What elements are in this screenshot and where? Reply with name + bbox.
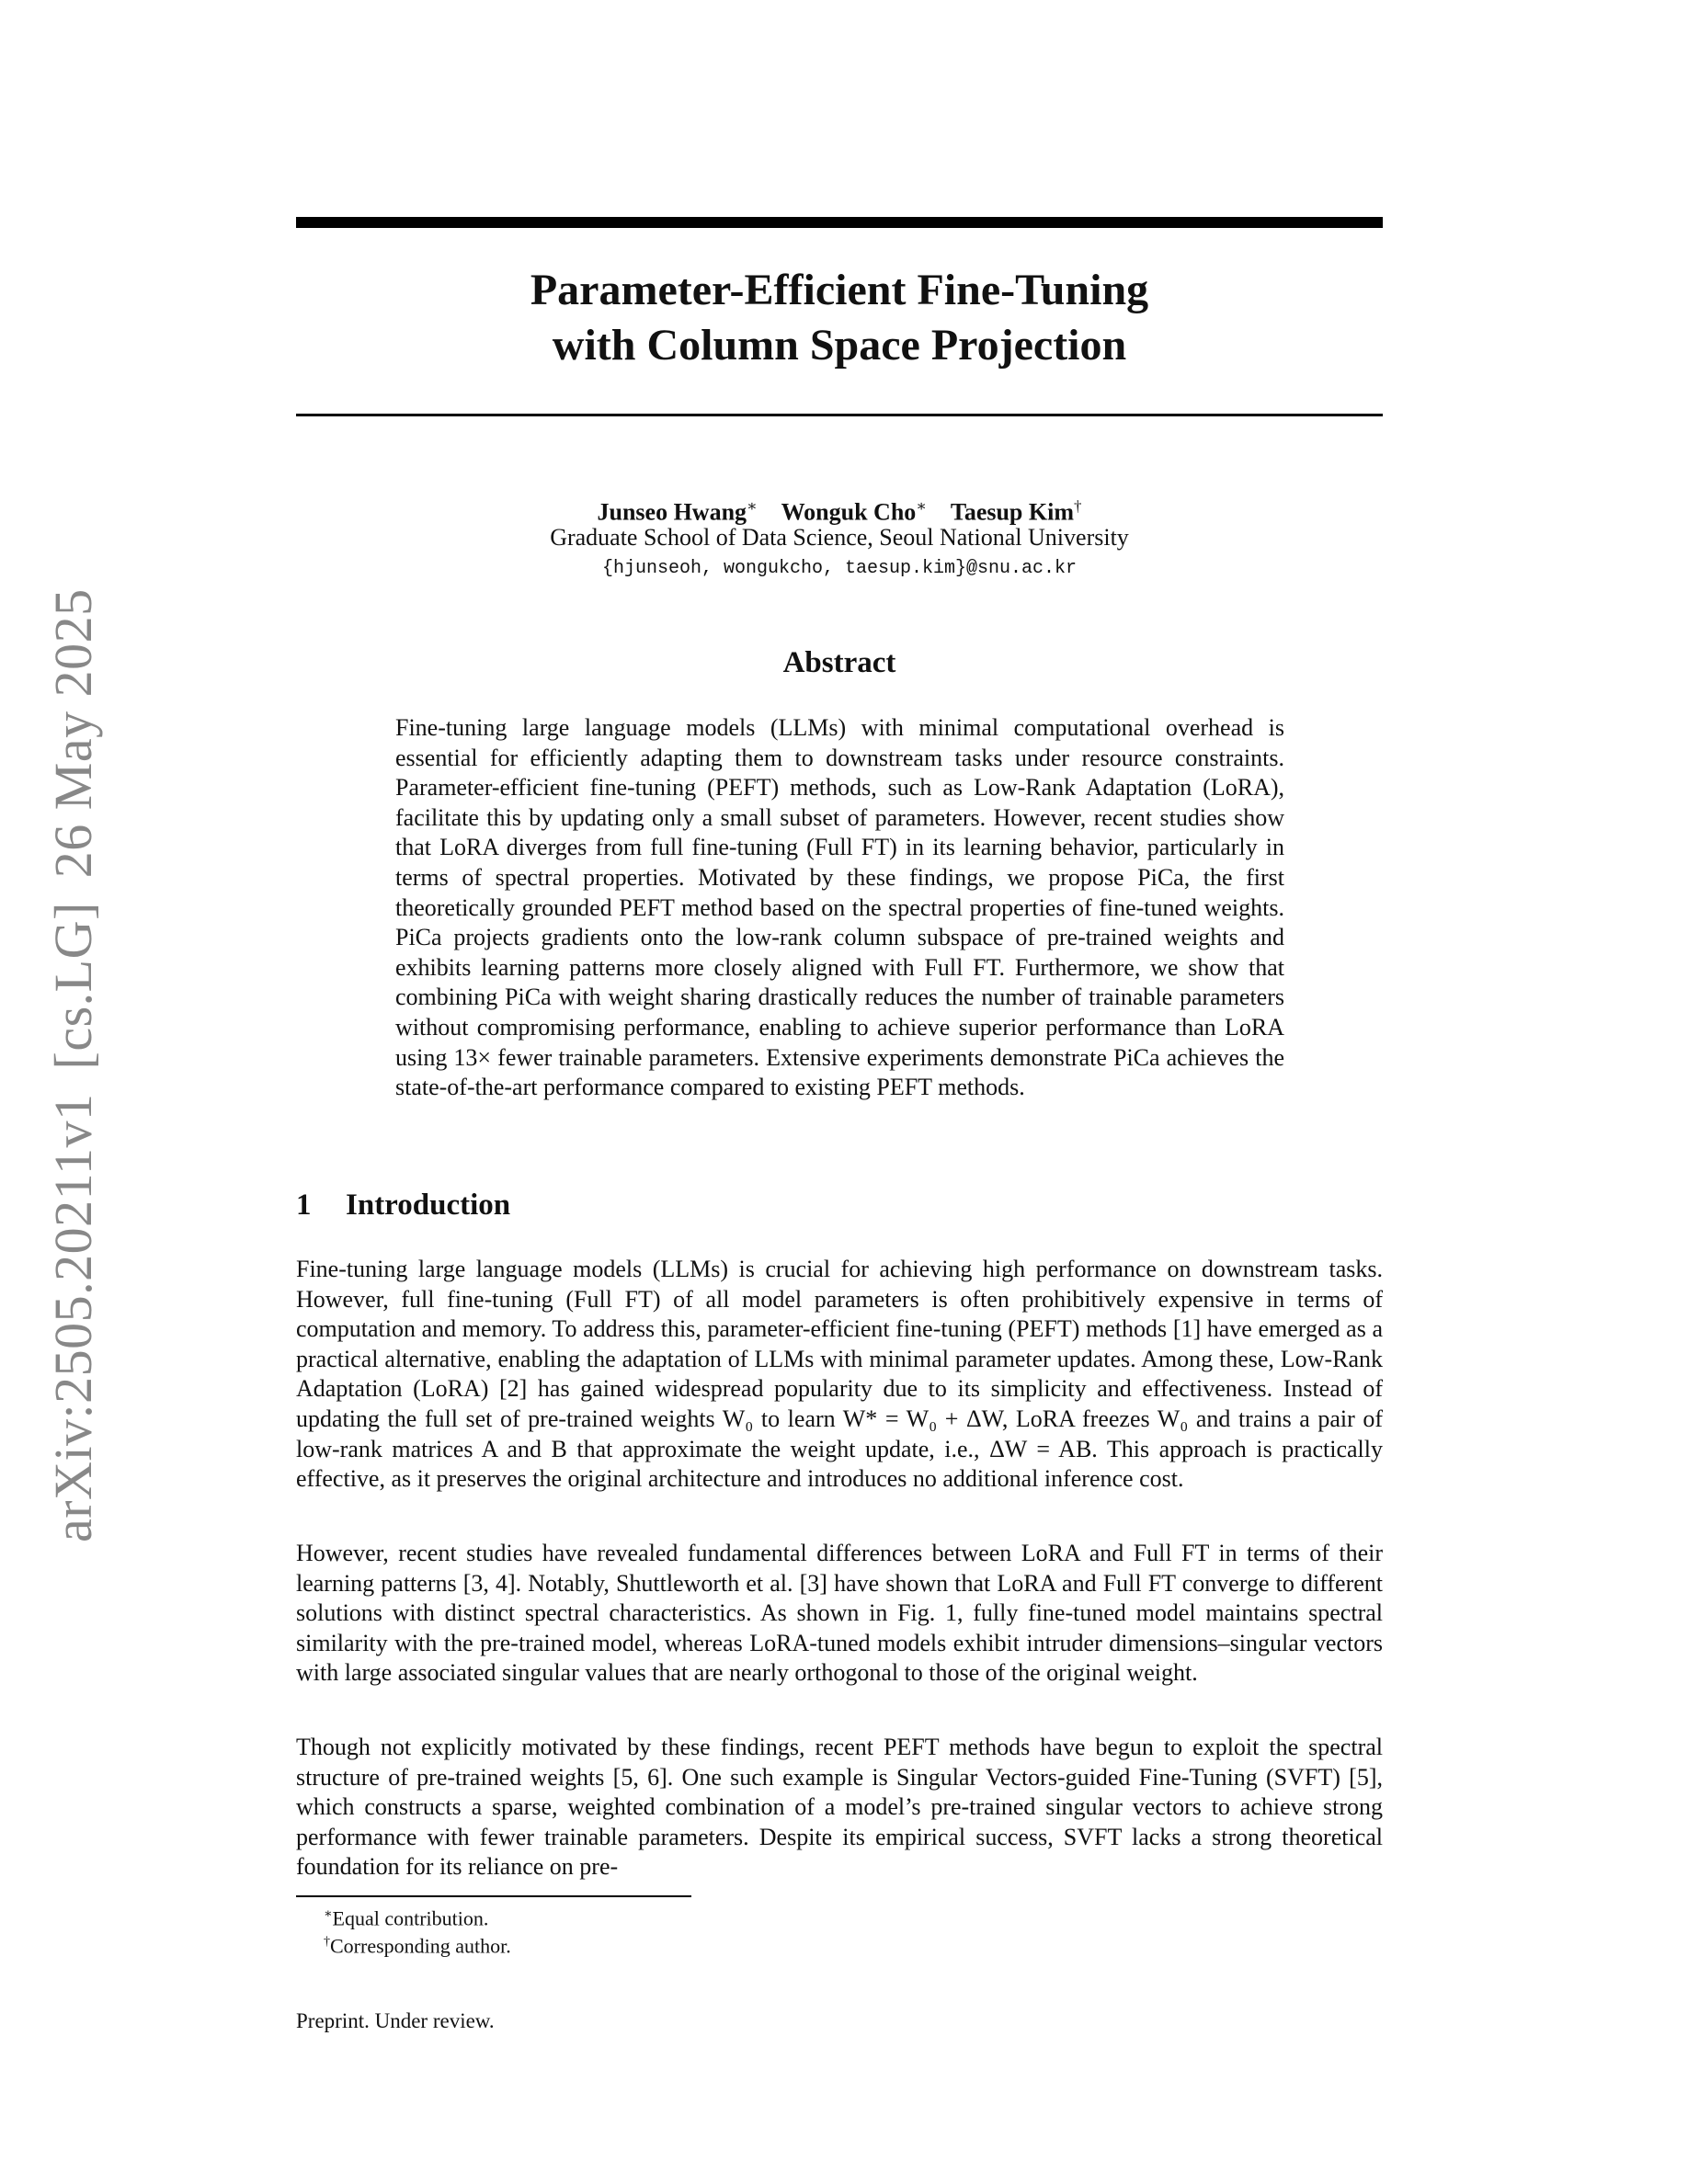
title-bottom-rule — [296, 414, 1383, 416]
title-line-1: Parameter-Efficient Fine-Tuning — [530, 266, 1149, 314]
author-name: Taesup Kim — [950, 498, 1074, 526]
title-line-2: with Column Space Projection — [552, 321, 1127, 370]
author-emails: {hjunseoh, wongukcho, taesup.kim}@snu.ac.kr — [601, 558, 1078, 579]
footnote-mark: † — [324, 1935, 330, 1949]
section-title: Introduction — [346, 1189, 511, 1222]
author-name: Wonguk Cho — [781, 498, 917, 526]
footnote-2 — [324, 1928, 511, 1960]
arxiv-category: [cs.LG] — [43, 902, 103, 1070]
arxiv-date: 26 May 2025 — [43, 588, 103, 879]
intro-paragraph-1: Fine-tuning large language models (LLMs) is crucial for achieving high performance on downstream tasks. However, full fine-tuning (Full FT) of all model parameters is often prohibitively expensive in terms of computation and memory. To address this, parameter-efficient fine-tuning (PEFT) methods [1] have emerged as a practical alternative, enabling the adaptation of LLMs with minimal parameter updates. Among these, Low-Rank Adaptation (LoRA) [2] has gained widespread popularity due to its simplicity and effectiveness. Instead of updating the full set of pre-trained weights W₀ to learn W* = W₀ + ΔW, LoRA freezes W₀ and trains a pair of low-rank matrices A and B that approximate the weight update, i.e., ΔW = AB. This approach is practically effective, as it preserves the original architecture and introduces no additional inference cost. — [296, 1256, 1383, 1493]
affiliation: Graduate School of Data Science, Seoul National University — [550, 524, 1129, 551]
footnote-text: Corresponding author. — [330, 1934, 511, 1958]
intro-paragraph-3: Though not explicitly motivated by these findings, recent PEFT methods have begun to exploit the spectral structure of pre-trained weights [5, 6]. One such example is Singular Vectors-guided Fine-Tuning (SVFT) [5], which constructs a sparse, weighted combination of a model’s pre-trained singular vectors to achieve strong performance with fewer trainable parameters. Despite its empirical success, SVFT lacks a strong theoretical foundation for its reliance on pre- — [296, 1734, 1383, 1881]
footnote-text: Equal contribution. — [332, 1906, 489, 1930]
preprint-notice: Preprint. Under review. — [296, 2009, 495, 2032]
footnote-mark: ∗ — [324, 1907, 333, 1921]
intro-paragraph-2: However, recent studies have revealed fundamental differences between LoRA and Full FT in terms of their learning patterns [3, 4]. Notably, Shuttleworth et al. [3] have shown that LoRA and Full FT converge to different solutions with distinct spectral characteristics. As shown in Fig. 1, fully fine-tuned model maintains spectral similarity with the pre-trained model, whereas LoRA-tuned models exhibit intruder dimensions–singular vectors with large associated singular values that are nearly orthogonal to those of the original weight. — [296, 1540, 1383, 1687]
section-number: 1 — [296, 1189, 312, 1222]
section-heading — [296, 1186, 510, 1224]
paper-title — [296, 263, 1383, 373]
footnote-rule — [296, 1895, 691, 1897]
arxiv-id: arXiv:2505.20211v1 — [43, 1093, 103, 1542]
author-mark: ∗ — [747, 497, 758, 515]
arxiv-side-stamp — [43, 588, 103, 1542]
author-mark: ∗ — [916, 497, 927, 515]
author-mark: † — [1074, 497, 1082, 515]
title-top-rule — [296, 217, 1383, 228]
abstract-heading: Abstract — [782, 646, 896, 679]
author-name: Junseo Hwang — [597, 498, 747, 526]
abstract-text: Fine-tuning large language models (LLMs) with minimal computational overhead is essential for efficiently adapting them to downstream tasks under resource constraints. Parameter-efficient fine-tuning (PEFT) methods, such as Low-Rank Adaptation (LoRA), facilitate this by updating only a small subset of parameters. However, recent studies show that LoRA diverges from full fine-tuning (Full FT) in its learning behavior, particularly in terms of spectral properties. Motivated by these findings, we propose PiCa, the first theoretically grounded PEFT method based on the spectral properties of fine-tuned weights. PiCa projects gradients onto the low-rank column subspace of pre-trained weights and exhibits learning patterns more closely aligned with Full FT. Furthermore, we show that combining PiCa with weight sharing drastically reduces the number of trainable parameters without compromising performance, enabling to achieve superior performance than LoRA using 13× fewer trainable parameters. Extensive experiments demonstrate PiCa achieves the state-of-the-art performance compared to existing PEFT methods. — [395, 714, 1284, 1101]
